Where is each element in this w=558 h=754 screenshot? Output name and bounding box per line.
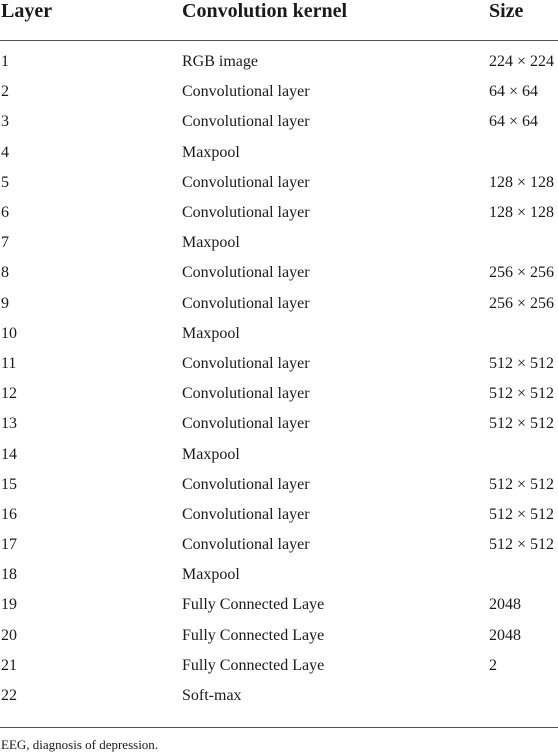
cell-layer: 16 — [1, 505, 17, 523]
table-row — [0, 651, 558, 681]
cell-convolution-kernel: Convolutional layer — [182, 354, 310, 372]
cell-convolution-kernel: Convolutional layer — [182, 204, 310, 222]
cell-size: 2048 — [489, 596, 521, 614]
table-row — [0, 439, 558, 469]
cell-layer: 13 — [1, 415, 17, 433]
table-row — [0, 228, 558, 258]
cell-convolution-kernel: Convolutional layer — [182, 385, 310, 403]
header-size: Size — [489, 0, 558, 41]
cell-convolution-kernel: Convolutional layer — [182, 113, 310, 131]
cell-layer: 3 — [1, 113, 9, 131]
cell-layer: 20 — [1, 626, 17, 644]
table-header — [0, 0, 558, 41]
cell-convolution-kernel: Convolutional layer — [182, 475, 310, 493]
table-footnote: EEG, diagnosis of depression. — [1, 737, 159, 752]
cell-layer: 10 — [1, 324, 17, 342]
cell-size: 224 × 224 — [489, 53, 555, 71]
table-row — [0, 560, 558, 590]
cell-size: 64 × 64 — [489, 83, 539, 101]
cell-layer: 4 — [1, 143, 9, 161]
cell-convolution-kernel: Convolutional layer — [182, 264, 310, 282]
cell-size: 256 × 256 — [489, 264, 555, 282]
cell-convolution-kernel: Convolutional layer — [182, 415, 310, 433]
cell-convolution-kernel: RGB image — [182, 53, 258, 71]
cell-layer: 2 — [1, 83, 9, 101]
cell-convolution-kernel: Convolutional layer — [182, 83, 310, 101]
table-row — [0, 258, 558, 288]
cell-size: 128 × 128 — [489, 204, 555, 222]
cell-layer: 9 — [1, 294, 9, 312]
cell-size: 2 — [489, 656, 497, 674]
table-row — [0, 319, 558, 349]
cell-layer: 12 — [1, 385, 17, 403]
cell-layer: 21 — [1, 656, 17, 674]
cell-size: 512 × 512 — [489, 536, 555, 554]
cell-size: 64 × 64 — [489, 113, 539, 131]
header-row — [0, 0, 558, 41]
cell-layer: 6 — [1, 204, 9, 222]
table-row — [0, 198, 558, 228]
cell-size: 512 × 512 — [489, 354, 555, 372]
cell-convolution-kernel: Fully Connected Laye — [182, 626, 325, 644]
cell-layer: 1 — [1, 53, 9, 71]
cell-size: 512 × 512 — [489, 385, 555, 403]
cell-size: 512 × 512 — [489, 415, 555, 433]
table-row — [0, 409, 558, 439]
cell-convolution-kernel: Convolutional layer — [182, 294, 310, 312]
table-row — [0, 77, 558, 107]
cell-size: 256 × 256 — [489, 294, 555, 312]
cell-convolution-kernel: Fully Connected Laye — [182, 596, 325, 614]
cell-size: 512 × 512 — [489, 475, 555, 493]
table-row — [0, 530, 558, 560]
cell-layer: 7 — [1, 234, 9, 252]
cell-size: 512 × 512 — [489, 505, 555, 523]
table-row — [0, 379, 558, 409]
cell-size: 2048 — [489, 626, 521, 644]
cell-convolution-kernel: Convolutional layer — [182, 536, 310, 554]
table-row — [0, 168, 558, 198]
cell-size — [489, 138, 558, 168]
footnote-divider — [0, 727, 558, 728]
header-layer: Layer — [0, 0, 182, 41]
table-row — [0, 107, 558, 137]
cell-convolution-kernel: Fully Connected Laye — [182, 656, 325, 674]
cell-layer: 11 — [1, 354, 17, 372]
cell-size — [489, 681, 558, 717]
cell-layer: 22 — [1, 687, 17, 705]
table-row — [0, 138, 558, 168]
table-row — [0, 621, 558, 651]
cell-convolution-kernel: Convolutional layer — [182, 173, 310, 191]
cell-size — [489, 560, 558, 590]
table-row — [0, 470, 558, 500]
cell-size — [489, 319, 558, 349]
cell-convolution-kernel: Maxpool — [182, 143, 240, 161]
cell-layer: 18 — [1, 566, 17, 584]
cell-layer: 15 — [1, 475, 17, 493]
cell-convolution-kernel: Maxpool — [182, 566, 240, 584]
table-row — [0, 681, 558, 717]
table-row — [0, 500, 558, 530]
table-row — [0, 289, 558, 319]
cell-layer: 17 — [1, 536, 17, 554]
cell-layer: 8 — [1, 264, 9, 282]
table-row — [0, 349, 558, 379]
table-row — [0, 41, 558, 78]
cell-size: 128 × 128 — [489, 173, 555, 191]
cell-convolution-kernel: Maxpool — [182, 324, 240, 342]
cell-layer: 5 — [1, 173, 9, 191]
cell-convolution-kernel: Convolutional layer — [182, 505, 310, 523]
cell-layer: 19 — [1, 596, 17, 614]
cell-size — [489, 439, 558, 469]
cell-convolution-kernel: Soft-max — [182, 687, 242, 705]
table-row — [0, 590, 558, 620]
cell-convolution-kernel: Maxpool — [182, 445, 240, 463]
cell-convolution-kernel: Maxpool — [182, 234, 240, 252]
cell-size — [489, 228, 558, 258]
table-body — [0, 41, 558, 718]
cell-layer: 14 — [1, 445, 17, 463]
header-convolution-kernel: Convolution kernel — [182, 0, 489, 41]
